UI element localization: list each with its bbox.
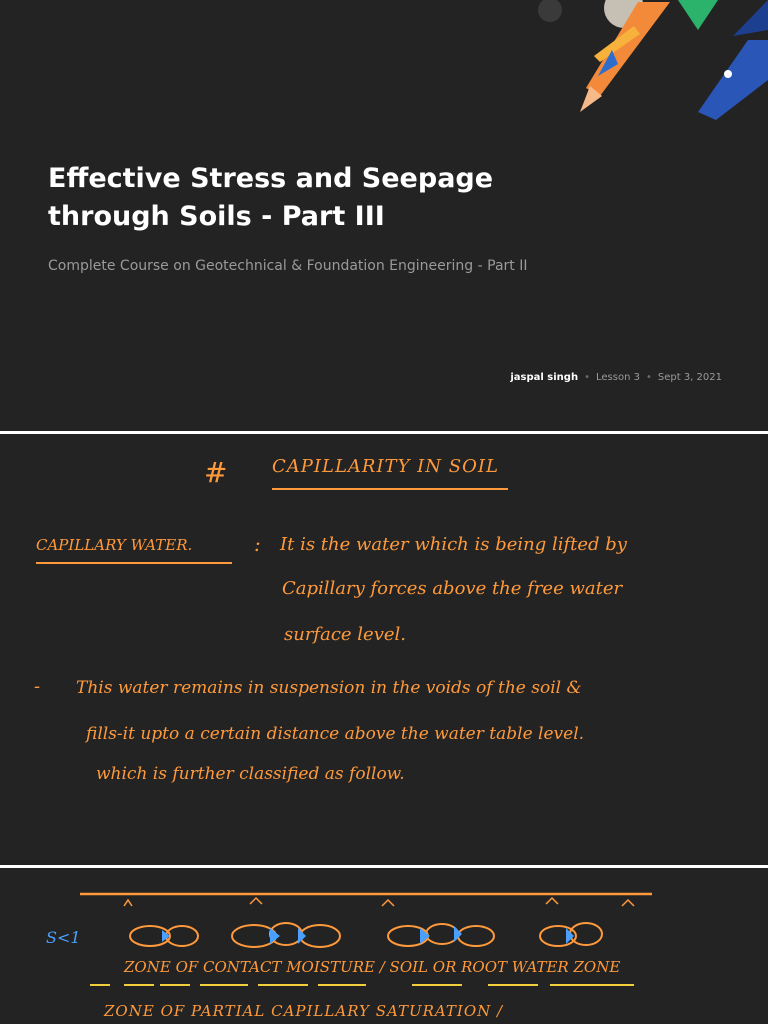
zone-underline bbox=[200, 984, 248, 986]
separator-dot: • bbox=[584, 372, 590, 383]
zone-underline bbox=[124, 984, 154, 986]
author-name: jaspal singh bbox=[510, 372, 579, 383]
lesson-title bbox=[48, 160, 568, 236]
bullet-dash: - bbox=[34, 676, 41, 697]
title-slide bbox=[0, 0, 768, 431]
heading-text: CAPILLARITY IN SOIL bbox=[272, 456, 499, 477]
zone-1-text: ZONE OF CONTACT MOISTURE / SOIL OR ROOT WATER ZONE bbox=[124, 958, 621, 976]
notes-slide-zones bbox=[0, 868, 768, 1024]
definition-line-1: It is the water which is being lifted by bbox=[280, 534, 627, 555]
saturation-label: S<1 bbox=[46, 928, 81, 947]
notes-slide-capillarity bbox=[0, 434, 768, 865]
zone-underline bbox=[412, 984, 462, 986]
term-colon: : bbox=[254, 532, 261, 556]
point-line-3: which is further classified as follow. bbox=[96, 764, 405, 784]
point-line-2: fills-it upto a certain distance above the water table level. bbox=[86, 724, 585, 744]
zone-underline bbox=[258, 984, 308, 986]
definition-line-2: Capillary forces above the free water bbox=[282, 578, 623, 599]
title-line-1: Effective Stress and Seepage bbox=[48, 163, 494, 194]
definition-line-3: surface level. bbox=[284, 624, 406, 645]
soil-particles-diagram bbox=[0, 868, 768, 958]
zone-underline bbox=[318, 984, 366, 986]
heading-hash: # bbox=[204, 456, 228, 489]
zone-underline bbox=[488, 984, 538, 986]
point-line-1: This water remains in suspension in the voids of the soil & bbox=[76, 678, 582, 698]
zone-2-text: ZONE OF PARTIAL CAPILLARY SATURATION / bbox=[104, 1002, 504, 1020]
zone-underline bbox=[90, 984, 110, 986]
lesson-meta bbox=[510, 372, 722, 383]
heading-underline bbox=[272, 488, 508, 490]
lesson-date: Sept 3, 2021 bbox=[657, 372, 722, 383]
zone-underline bbox=[550, 984, 634, 986]
lesson-number: Lesson 3 bbox=[596, 372, 640, 383]
separator-dot: • bbox=[645, 372, 652, 383]
title-line-2: through Soils - Part III bbox=[48, 201, 385, 232]
zone-underline bbox=[160, 984, 190, 986]
course-subtitle: Complete Course on Geotechnical & Foundation Engineering - Part II bbox=[48, 258, 528, 274]
term-capillary-water: CAPILLARY WATER. bbox=[36, 536, 193, 554]
pencil-decoration-icon bbox=[528, 0, 768, 140]
term-underline bbox=[36, 562, 232, 564]
